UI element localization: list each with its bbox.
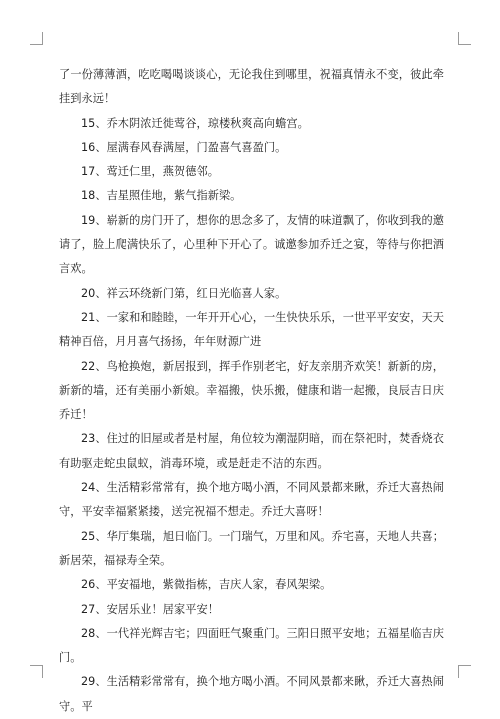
paragraph-21: 21、一家和和睦睦，一年开开心心，一生快快乐乐，一世平平安安，天天精神百倍，月月喜气扬扬，年年财源广进 [59,310,444,349]
paragraph-19: 19、崭新的房门开了，想你的思念多了，友情的味道飘了，你收到我的邀请了，脸上爬满快乐了，心里种下开心了。诚邀参加乔迁之宴，等待与你把酒言欢。 [59,213,444,276]
corner-mark-top-left [30,32,43,45]
paragraph-25: 25、华厅集瑞，旭日临门。一门瑞气，万里和风。乔宅喜，天地人共喜；新居荣，福禄寿全荣。 [59,529,444,567]
paragraph-24: 24、生活精彩常常有，换个地方喝小酒，不同风景都来瞅，乔迁大喜热闹守，平安幸福紧紧搂，送完祝福不想走。乔迁大喜呀！ [59,481,444,519]
paragraph-23: 23、住过的旧屋或者是村屋，角位较为潮湿阴暗，而在祭祀时，焚香烧衣有助驱走蛇虫鼠蚁，消毒环境，或是赶走不洁的东西。 [59,432,444,470]
paragraph-27: 27、安居乐业！居家平安！ [81,602,219,616]
corner-mark-top-right [458,32,471,45]
corner-mark-bottom-left [30,665,43,678]
paragraph-17: 17、莺迁仁里，燕贺德邻。 [81,165,219,179]
paragraph-22: 22、鸟枪换炮，新居报到，挥手作别老宅，好友亲朋齐欢笑！新新的房，新新的墙，还有美丽小新娘。幸福搬，快乐搬，健康和谐一起搬，良辰吉日庆乔迁！ [59,359,444,422]
corner-mark-bottom-right [458,665,471,678]
paragraph-28: 28、一代祥光辉吉宅；四面旺气聚重门。三阳日照平安地；五福星临吉庆门。 [59,626,444,665]
paragraph-20: 20、祥云环绕新门第，红日光临喜人家。 [81,286,287,300]
paragraph-26: 26、平安福地，紫微指栋，吉庆人家，春风架梁。 [81,578,332,592]
paragraph-15: 15、乔木阴浓迁徙莺谷，琼楼秋爽高向蟾宫。 [81,116,309,130]
paragraph-29: 29、生活精彩常常有，换个地方喝小酒。不同风景都来瞅，乔迁大喜热闹守。平 [59,675,444,713]
paragraph-continued: 了一份薄薄酒，吃吃喝喝谈谈心，无论我住到哪里，祝福真情永不变，彼此牵挂到永远！ [59,68,444,106]
document-body [59,63,444,719]
paragraph-18: 18、吉星照佳地，紫气指新梁。 [81,189,242,203]
paragraph-16: 16、屋满春风春满屋，门盈喜气喜盈门。 [81,140,287,154]
